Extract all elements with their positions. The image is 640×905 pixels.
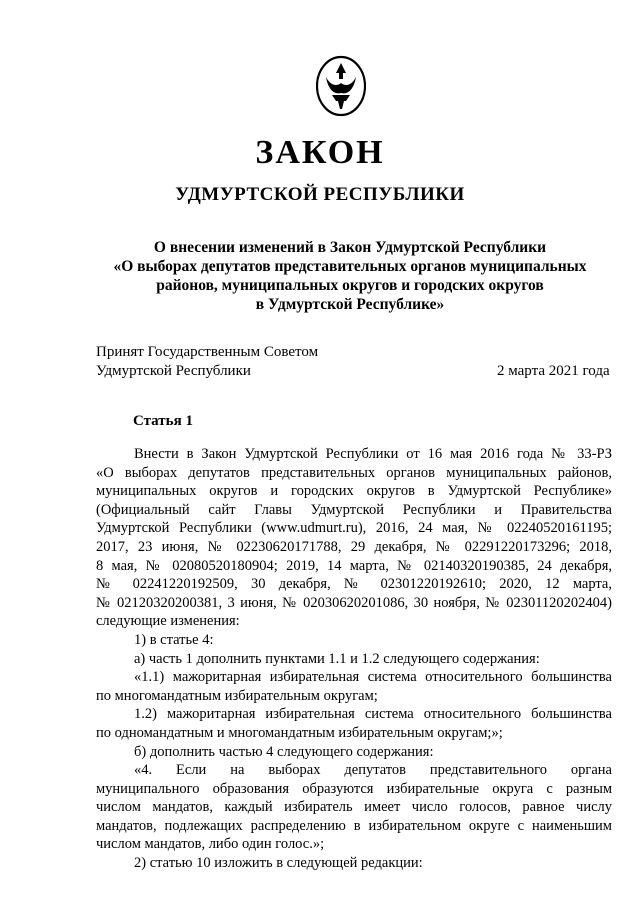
law-name-line: в Удмуртской Республике»: [255, 296, 445, 313]
text-line: муниципального образования образуются избирательные округа с разным: [96, 780, 612, 797]
document-title: ЗАКОН: [255, 134, 385, 171]
article-body: [96, 445, 612, 873]
text-line: числом мандатов, либо один голос.»;: [96, 836, 325, 853]
text-line: 1) в статье 4:: [134, 631, 214, 648]
text-line: Удмуртской Республики (www.udmurt.ru), 2016, 24 мая, № 02240520161195;: [96, 520, 612, 537]
text-line: 2) статью 10 изложить в следующей редакции:: [134, 855, 423, 872]
text-line: № 02241220192509, 30 декабря, № 02301220192610; 2020, 12 марта,: [96, 576, 612, 593]
adoption-date: 2 марта 2021 года: [497, 363, 610, 379]
text-line: «О выборах депутатов представительных органов муниципальных районов,: [96, 464, 612, 481]
udmurt-emblem-icon: [316, 55, 366, 117]
text-line: по одномандатным и многомандатным избирательным округам;»;: [96, 724, 503, 741]
text-line: 8 мая, № 02080520180904; 2019, 14 марта, № 02140320190385, 24 декабря,: [96, 557, 612, 574]
law-name-line: «О выборах депутатов представительных органов муниципальных: [113, 258, 587, 275]
text-line: числом мандатов, каждый избиратель имеет число голосов, равное числу: [96, 799, 612, 816]
text-line: а) часть 1 дополнить пунктами 1.1 и 1.2 следующего содержания:: [134, 650, 540, 667]
law-name: [0, 238, 640, 314]
text-line: «1.1) мажоритарная избирательная система относительного большинства: [134, 669, 612, 686]
law-name-line: районов, муниципальных округов и городских округов: [156, 277, 544, 294]
law-name-line: О внесении изменений в Закон Удмуртской Республики: [153, 239, 547, 256]
text-line: муниципальных округов и городских округов в Удмуртской Республике»: [96, 483, 612, 500]
adoption-info: [96, 343, 318, 381]
text-line: № 02120320200381, 3 июня, № 02030620201086, 30 ноября, № 02301120202404): [96, 594, 612, 611]
article-heading: Статья 1: [133, 413, 193, 429]
text-line: 2017, 23 июня, № 02230620171788, 29 декабря, № 02291220173296; 2018,: [96, 538, 612, 555]
text-line: Внести в Закон Удмуртской Республики от 16 мая 2016 года № 33-РЗ: [134, 446, 612, 462]
text-line: (Официальный сайт Главы Удмуртской Республики и Правительства: [96, 501, 612, 518]
text-line: «4. Если на выборах депутатов представительного органа: [134, 762, 612, 779]
document-subtitle: УДМУРТСКОЙ РЕСПУБЛИКИ: [175, 184, 465, 205]
text-line: по многомандатным избирательным округам;: [96, 687, 378, 704]
text-line: б) дополнить частью 4 следующего содержания:: [134, 743, 434, 760]
adoption-line: Принят Государственным Советом: [96, 344, 319, 360]
text-line: 1.2) мажоритарная избирательная система относительного большинства: [134, 706, 612, 723]
adoption-line: Удмуртской Республики: [96, 363, 251, 379]
text-line: мандатов, подлежащих распределению в избирательном округе с наименьшим: [96, 817, 612, 834]
text-line: следующие изменения:: [96, 613, 240, 630]
